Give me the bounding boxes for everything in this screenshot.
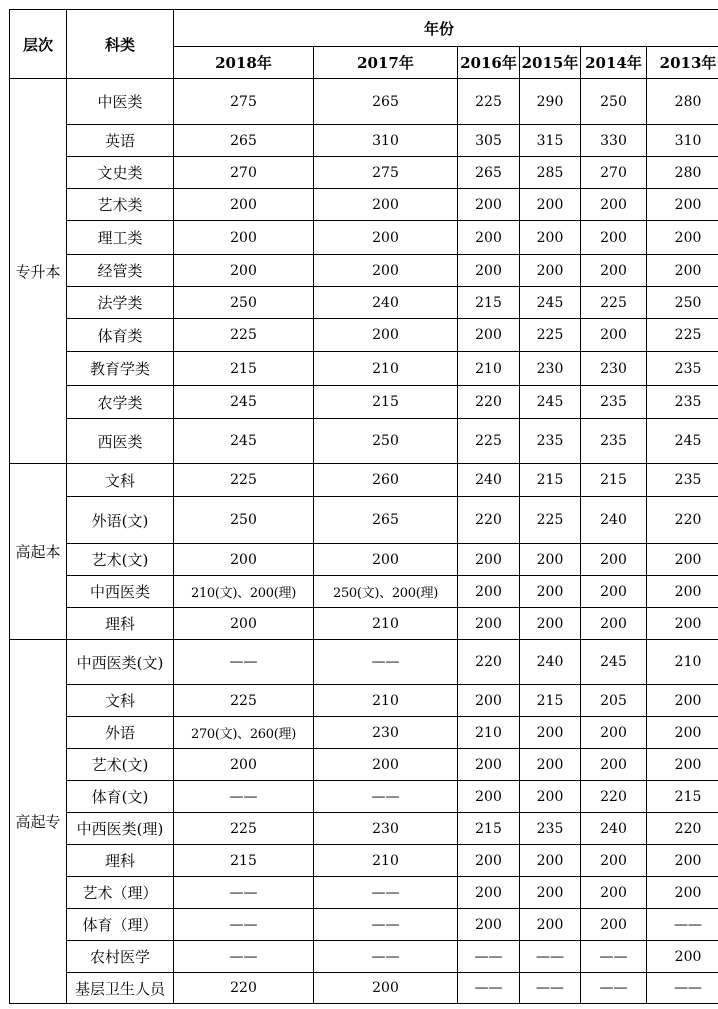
- table-row: [10, 386, 718, 419]
- year-header: 2015年: [520, 47, 581, 79]
- score-cell: 200: [647, 544, 718, 576]
- score-cell: 310: [647, 125, 718, 157]
- category-cell: 体育（理）: [67, 909, 174, 941]
- score-cell: 200: [581, 845, 647, 877]
- score-cell: 200: [458, 221, 520, 255]
- category-cell: 英语: [67, 125, 174, 157]
- score-cell: ——: [314, 640, 458, 685]
- score-cell: 200: [314, 544, 458, 576]
- score-cell: 270: [174, 157, 314, 189]
- year-header: 2018年: [174, 47, 314, 79]
- score-cell: 200: [520, 544, 581, 576]
- table-row: [10, 973, 718, 1004]
- score-cell: ——: [458, 973, 520, 1004]
- score-cell: 200: [458, 576, 520, 608]
- score-cell: 275: [174, 79, 314, 125]
- category-cell: 农村医学: [67, 941, 174, 973]
- category-cell: 体育(文): [67, 781, 174, 813]
- score-cell: ——: [314, 781, 458, 813]
- table-row: [10, 749, 718, 781]
- table-row: [10, 255, 718, 287]
- category-cell: 艺术（理）: [67, 877, 174, 909]
- score-cell: 270(文)、260(理): [174, 717, 314, 749]
- category-cell: 基层卫生人员: [67, 973, 174, 1004]
- score-cell: 230: [314, 717, 458, 749]
- score-cell: 200: [647, 685, 718, 717]
- category-cell: 农学类: [67, 386, 174, 419]
- score-cell: 235: [581, 419, 647, 464]
- score-cell: 250: [647, 287, 718, 319]
- score-cell: 245: [647, 419, 718, 464]
- score-cell: 200: [314, 749, 458, 781]
- table-row: [10, 221, 718, 255]
- score-cell: 200: [520, 909, 581, 941]
- score-cell: 200: [520, 845, 581, 877]
- table-row: [10, 640, 718, 685]
- score-cell: 200: [458, 845, 520, 877]
- score-cell: 200: [520, 717, 581, 749]
- year-header: 2016年: [458, 47, 520, 79]
- score-cell: 210: [314, 352, 458, 386]
- score-cell: 200: [458, 319, 520, 352]
- score-cell: ——: [581, 973, 647, 1004]
- score-cell: 330: [581, 125, 647, 157]
- table-row: [10, 419, 718, 464]
- score-cell: 290: [520, 79, 581, 125]
- score-cell: 200: [458, 781, 520, 813]
- score-cell: 200: [458, 189, 520, 221]
- score-cell: ——: [520, 941, 581, 973]
- score-cell: 205: [581, 685, 647, 717]
- table-row: [10, 717, 718, 749]
- score-cell: 200: [647, 941, 718, 973]
- score-cell: ——: [458, 941, 520, 973]
- score-cell: 305: [458, 125, 520, 157]
- score-cell: 310: [314, 125, 458, 157]
- category-cell: 中西医类(理): [67, 813, 174, 845]
- header-row-top: [10, 10, 718, 47]
- category-cell: 中西医类: [67, 576, 174, 608]
- score-cell: 225: [458, 79, 520, 125]
- score-cell: 225: [647, 319, 718, 352]
- score-cell: 215: [581, 464, 647, 497]
- score-cell: 210: [314, 685, 458, 717]
- category-cell: 文科: [67, 464, 174, 497]
- score-cell: 200: [174, 189, 314, 221]
- score-cell: ——: [647, 973, 718, 1004]
- score-cell: ——: [314, 941, 458, 973]
- table-row: [10, 781, 718, 813]
- category-cell: 经管类: [67, 255, 174, 287]
- score-cell: 215: [520, 464, 581, 497]
- score-cell: 200: [314, 189, 458, 221]
- score-cell: 200: [520, 877, 581, 909]
- level-cell: 高起本: [10, 464, 67, 640]
- score-cell: 200: [647, 749, 718, 781]
- score-cell: 225: [520, 497, 581, 544]
- score-cell: 225: [581, 287, 647, 319]
- score-cell: 210: [314, 608, 458, 640]
- score-cell: 200: [314, 221, 458, 255]
- score-cell: 245: [520, 386, 581, 419]
- score-cell: ——: [174, 941, 314, 973]
- category-cell: 文史类: [67, 157, 174, 189]
- score-cell: ——: [581, 941, 647, 973]
- score-cell: 200: [647, 255, 718, 287]
- table-row: [10, 497, 718, 544]
- score-cell: 200: [520, 189, 581, 221]
- score-cell: 235: [647, 352, 718, 386]
- score-cell: 285: [520, 157, 581, 189]
- score-cell: 240: [581, 497, 647, 544]
- score-cell: 200: [174, 544, 314, 576]
- score-cell: ——: [520, 973, 581, 1004]
- category-cell: 法学类: [67, 287, 174, 319]
- category-cell: 理工类: [67, 221, 174, 255]
- score-cell: 200: [647, 877, 718, 909]
- score-cell: 200: [581, 189, 647, 221]
- score-cell: 200: [458, 255, 520, 287]
- score-cell: 200: [520, 749, 581, 781]
- score-cell: ——: [174, 909, 314, 941]
- score-cell: 220: [174, 973, 314, 1004]
- score-cell: 200: [458, 749, 520, 781]
- table-row: [10, 189, 718, 221]
- category-cell: 中西医类(文): [67, 640, 174, 685]
- score-cell: 230: [581, 352, 647, 386]
- year-header: 2014年: [581, 47, 647, 79]
- score-cell: 200: [174, 255, 314, 287]
- score-cell: 200: [174, 221, 314, 255]
- score-cell: 220: [458, 386, 520, 419]
- score-cell: 220: [458, 640, 520, 685]
- score-cell: 200: [581, 909, 647, 941]
- score-cell: 265: [458, 157, 520, 189]
- score-cell: ——: [314, 877, 458, 909]
- score-cell: 200: [314, 319, 458, 352]
- score-cell: 200: [458, 544, 520, 576]
- score-cell: 200: [174, 608, 314, 640]
- score-cell: ——: [174, 781, 314, 813]
- score-cell: 240: [581, 813, 647, 845]
- score-cell: 265: [314, 497, 458, 544]
- table-row: [10, 544, 718, 576]
- score-cell: 200: [520, 255, 581, 287]
- score-cell: 200: [314, 255, 458, 287]
- category-cell: 教育学类: [67, 352, 174, 386]
- score-cell: 215: [314, 386, 458, 419]
- table-row: [10, 877, 718, 909]
- score-cell: 220: [458, 497, 520, 544]
- score-cell: 200: [647, 576, 718, 608]
- table-row: [10, 125, 718, 157]
- score-cell: 215: [647, 781, 718, 813]
- score-cell: 225: [520, 319, 581, 352]
- year-group-header: 年份: [174, 10, 718, 47]
- score-cell: 280: [647, 157, 718, 189]
- score-cell: 250: [581, 79, 647, 125]
- score-cell: 240: [458, 464, 520, 497]
- score-cell: 200: [581, 576, 647, 608]
- score-cell: 265: [314, 79, 458, 125]
- score-cell: 210: [647, 640, 718, 685]
- score-cell: 230: [520, 352, 581, 386]
- score-cell: 245: [581, 640, 647, 685]
- category-cell: 文科: [67, 685, 174, 717]
- table-row: [10, 79, 718, 125]
- category-cell: 艺术(文): [67, 544, 174, 576]
- score-cell: 220: [647, 813, 718, 845]
- score-cell: 210: [314, 845, 458, 877]
- score-cell: 235: [520, 419, 581, 464]
- score-cell: ——: [174, 877, 314, 909]
- table-row: [10, 941, 718, 973]
- score-cell: 220: [647, 497, 718, 544]
- table-row: [10, 464, 718, 497]
- score-cell: 210: [458, 352, 520, 386]
- score-cell: 200: [458, 877, 520, 909]
- score-cell: 200: [458, 685, 520, 717]
- table-row: [10, 608, 718, 640]
- score-cell: 200: [581, 319, 647, 352]
- table-row: [10, 319, 718, 352]
- category-cell: 西医类: [67, 419, 174, 464]
- score-cell: 215: [458, 813, 520, 845]
- score-cell: 260: [314, 464, 458, 497]
- category-cell: 理科: [67, 608, 174, 640]
- score-cell: 200: [520, 221, 581, 255]
- category-header: 科类: [67, 10, 174, 79]
- category-cell: 艺术(文): [67, 749, 174, 781]
- level-header: 层次: [10, 10, 67, 79]
- score-cell: 225: [174, 464, 314, 497]
- score-cell: 230: [314, 813, 458, 845]
- score-cell: 220: [581, 781, 647, 813]
- score-cell: 200: [458, 909, 520, 941]
- category-cell: 艺术类: [67, 189, 174, 221]
- table-row: [10, 845, 718, 877]
- score-cell: 225: [174, 813, 314, 845]
- score-cell: 240: [314, 287, 458, 319]
- score-cell: 235: [647, 464, 718, 497]
- category-cell: 外语: [67, 717, 174, 749]
- year-header: 2013年: [647, 47, 718, 79]
- score-cell: 200: [647, 845, 718, 877]
- score-cell: 265: [174, 125, 314, 157]
- score-cell: 280: [647, 79, 718, 125]
- table-row: [10, 287, 718, 319]
- score-cell: 200: [647, 608, 718, 640]
- score-cell: ——: [647, 909, 718, 941]
- category-cell: 体育类: [67, 319, 174, 352]
- score-cell: 235: [647, 386, 718, 419]
- score-cell: 275: [314, 157, 458, 189]
- year-header: 2017年: [314, 47, 458, 79]
- score-cell: 200: [581, 544, 647, 576]
- score-cell: 245: [174, 386, 314, 419]
- score-cell: 250: [174, 287, 314, 319]
- score-cell: 235: [520, 813, 581, 845]
- score-cell: 240: [520, 640, 581, 685]
- score-cell: 200: [581, 221, 647, 255]
- score-cell: 200: [520, 608, 581, 640]
- score-cell: 215: [174, 845, 314, 877]
- score-cell: 215: [174, 352, 314, 386]
- score-cell: 250: [174, 497, 314, 544]
- score-cell: 200: [174, 749, 314, 781]
- score-cell: 250(文)、200(理): [314, 576, 458, 608]
- level-cell: 专升本: [10, 79, 67, 464]
- score-cell: 200: [581, 717, 647, 749]
- score-cell: 245: [174, 419, 314, 464]
- score-cell: 210(文)、200(理): [174, 576, 314, 608]
- score-cell: 200: [581, 749, 647, 781]
- score-cell: 225: [458, 419, 520, 464]
- score-cell: 215: [458, 287, 520, 319]
- score-cell: 200: [647, 189, 718, 221]
- score-cell: 215: [520, 685, 581, 717]
- score-cell: 210: [458, 717, 520, 749]
- level-cell: 高起专: [10, 640, 67, 1004]
- table-row: [10, 157, 718, 189]
- score-cell: 225: [174, 319, 314, 352]
- score-cell: ——: [314, 909, 458, 941]
- score-cell: 200: [314, 973, 458, 1004]
- score-cell: ——: [174, 640, 314, 685]
- admission-score-table: [9, 9, 718, 1004]
- table-row: [10, 813, 718, 845]
- score-cell: 245: [520, 287, 581, 319]
- score-cell: 200: [458, 608, 520, 640]
- table-row: [10, 909, 718, 941]
- category-cell: 外语(文): [67, 497, 174, 544]
- table-row: [10, 685, 718, 717]
- score-cell: 200: [520, 576, 581, 608]
- score-cell: 200: [647, 717, 718, 749]
- score-cell: 225: [174, 685, 314, 717]
- score-cell: 200: [581, 877, 647, 909]
- table-row: [10, 576, 718, 608]
- category-cell: 中医类: [67, 79, 174, 125]
- score-cell: 200: [647, 221, 718, 255]
- table-row: [10, 352, 718, 386]
- score-cell: 270: [581, 157, 647, 189]
- score-cell: 200: [581, 608, 647, 640]
- score-cell: 250: [314, 419, 458, 464]
- score-cell: 200: [581, 255, 647, 287]
- score-cell: 315: [520, 125, 581, 157]
- score-cell: 235: [581, 386, 647, 419]
- score-cell: 200: [520, 781, 581, 813]
- category-cell: 理科: [67, 845, 174, 877]
